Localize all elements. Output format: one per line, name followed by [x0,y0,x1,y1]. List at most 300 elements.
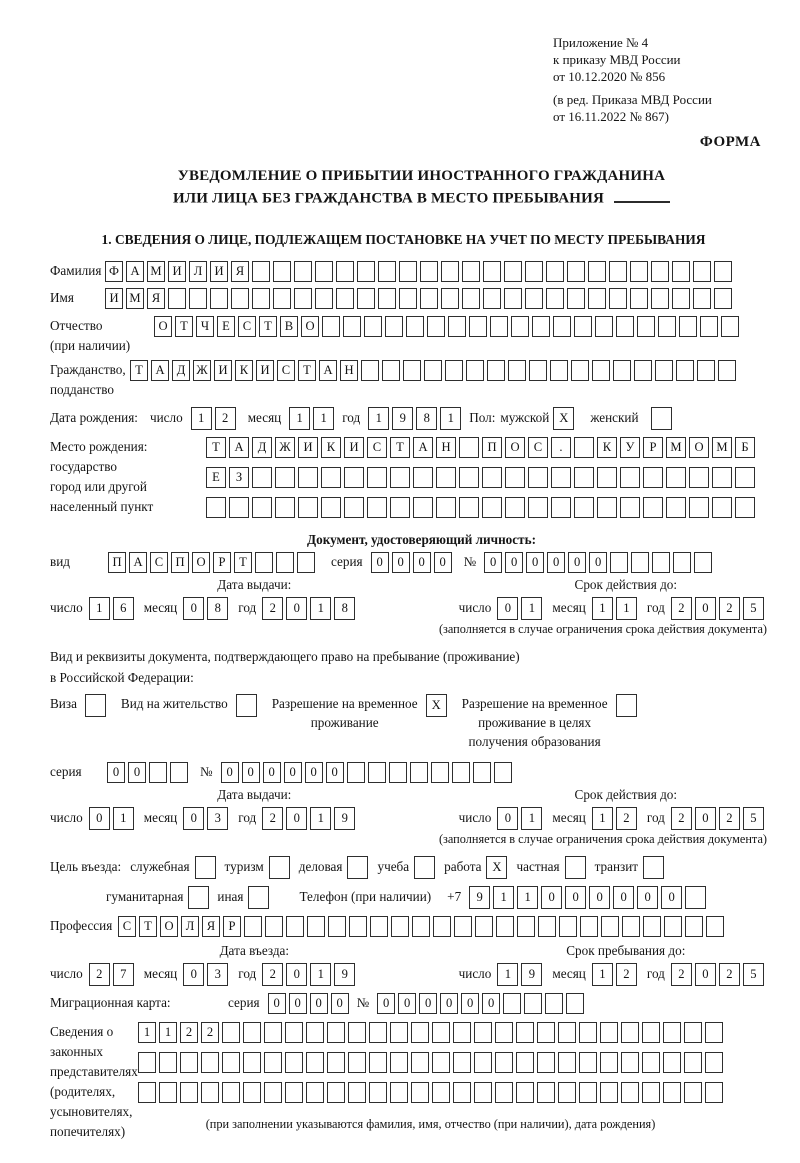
residence-date-titles [50,786,793,803]
option-residence-permit: Вид на жительство [121,694,257,717]
day-label: число [149,410,183,425]
representatives-line3 [138,1082,723,1103]
char-box [85,694,106,717]
mc-number-boxes [377,993,584,1014]
residence-expiry-date [459,807,793,830]
char-box: 1 [313,407,334,430]
expiry-note: (заполняется в случае ограничения срока действия документа) [438,621,767,636]
char-box: 1 [592,597,613,620]
char-box [684,1052,702,1073]
char-box [537,1022,555,1043]
char-box: Т [234,552,252,573]
char-box [516,1082,534,1103]
char-box [357,288,375,309]
char-box [411,1052,429,1073]
char-box: И [210,261,228,282]
purpose-option-work: работа X [444,856,507,879]
char-box [369,1022,387,1043]
char-box: П [171,552,189,573]
char-box [222,1052,240,1073]
char-box: X [426,694,447,717]
char-box [558,1022,576,1043]
char-box [349,916,367,937]
year-label: год [238,600,257,615]
char-box: 0 [286,597,307,620]
char-box: 0 [565,886,586,909]
char-box [378,261,396,282]
expiry-note: (заполняется в случае ограничения срока действия документа) [438,831,767,846]
char-box: 0 [695,963,716,986]
char-box: 0 [286,963,307,986]
other-checkbox [248,886,269,909]
char-box [684,1022,702,1043]
purpose-option-transit: транзит [595,856,664,879]
char-box: 0 [305,762,323,783]
doc-number-boxes [484,552,712,573]
year-label: год [238,810,257,825]
char-box [188,886,209,909]
char-box [201,1052,219,1073]
residence-doc-intro: Вид и реквизиты документа, подтверждающего право на пребывание (проживание) в Российской Федерации: [50,648,520,685]
char-box [511,316,529,337]
char-box: 0 [107,762,125,783]
char-box [420,288,438,309]
char-box: 5 [743,807,764,830]
issue-date-title: Дата выдачи: [217,786,292,802]
char-box: О [505,437,525,458]
phone-label: Телефон (при наличии) [299,889,432,904]
char-box [483,261,501,282]
char-box [620,497,640,518]
char-box [195,856,216,879]
char-box [321,467,341,488]
char-box: И [256,360,274,381]
char-box [700,316,718,337]
purpose-option-humanitarian: гуманитарная [106,886,209,909]
purpose-option-private: частная [516,856,585,879]
birth-date-row [50,407,793,430]
char-box [495,1022,513,1043]
char-box [229,497,249,518]
month-label: месяц [143,600,178,615]
char-box: 2 [215,407,236,430]
char-box: Ч [196,316,214,337]
char-box [445,360,463,381]
char-box: Т [259,316,277,337]
char-box [565,856,586,879]
char-box: 2 [719,963,740,986]
char-box [138,1082,156,1103]
char-box [651,407,672,430]
char-box: 0 [242,762,260,783]
char-box [697,360,715,381]
sex-male-label: мужской [500,410,550,425]
char-box: 0 [613,886,634,909]
char-box [566,993,584,1014]
char-box: К [597,437,617,458]
identity-doc-heading: Документ, удостоверяющий личность: [307,531,536,547]
char-box [609,261,627,282]
char-box [663,1022,681,1043]
char-box [579,1022,597,1043]
day-label: число [458,966,492,981]
char-box [410,762,428,783]
char-box [666,467,686,488]
issue-year-boxes [262,597,355,620]
char-box [473,762,491,783]
char-box [159,1082,177,1103]
char-box [643,856,664,879]
char-box [244,916,262,937]
char-box [138,1052,156,1073]
char-box [524,993,542,1014]
char-box [550,360,568,381]
char-box [406,316,424,337]
title-underline [614,187,670,203]
char-box [712,467,732,488]
char-box [672,288,690,309]
representatives-row [50,1022,793,1142]
char-box: 0 [497,597,518,620]
char-box [306,1082,324,1103]
char-box: X [486,856,507,879]
char-box [694,552,712,573]
char-box: 1 [310,963,331,986]
char-box: 8 [416,407,437,430]
char-box: С [277,360,295,381]
annex-line: Приложение № 4 [553,35,649,50]
char-box [620,467,640,488]
char-box: 2 [616,963,637,986]
char-box [252,467,272,488]
char-box [294,288,312,309]
char-box [595,316,613,337]
char-box: З [229,467,249,488]
char-box: 2 [262,597,283,620]
char-box [517,916,535,937]
doc-number-label: № [463,554,477,569]
doc-kind-label: вид [50,554,70,569]
char-box: 2 [719,597,740,620]
char-box [579,1082,597,1103]
char-box: 3 [207,963,228,986]
char-box: 0 [89,807,110,830]
migration-card-row [50,993,793,1014]
char-box [264,1082,282,1103]
char-box [385,316,403,337]
char-box [705,1022,723,1043]
char-box: И [214,360,232,381]
char-box [600,1082,618,1103]
stay-year-boxes [671,963,764,986]
char-box: Л [181,916,199,937]
entry-month-boxes [183,963,228,986]
surname-boxes [105,261,732,282]
char-box [448,316,466,337]
patronymic-row [50,316,793,356]
expiry-day-boxes [497,807,542,830]
char-box [307,916,325,937]
birth-place-boxes [206,437,755,527]
char-box [567,261,585,282]
doc-series-boxes [371,552,452,573]
char-box: 0 [286,807,307,830]
char-box [546,261,564,282]
series-label: серия [50,764,82,779]
sex-female-label: женский [590,410,639,425]
char-box: Т [175,316,193,337]
char-box [474,1022,492,1043]
char-box: Б [735,437,755,458]
char-box: 2 [719,807,740,830]
char-box [714,261,732,282]
char-box [368,762,386,783]
char-box [466,360,484,381]
month-label: месяц [552,966,586,981]
char-box: И [105,288,123,309]
char-box [529,360,547,381]
char-box [327,1052,345,1073]
char-box: 1 [521,807,542,830]
char-box [616,694,637,717]
issue-day-boxes [89,597,134,620]
char-box: 0 [128,762,146,783]
char-box: Р [643,437,663,458]
char-box [574,467,594,488]
char-box [436,467,456,488]
char-box: 2 [671,597,692,620]
citizenship-row [50,360,793,400]
stay-month-boxes [592,963,637,986]
section1-heading: 1. СВЕДЕНИЯ О ЛИЦЕ, ПОДЛЕЖАЩЕМ ПОСТАНОВКЕ НА УЧЕТ ПО МЕСТУ ПРЕБЫВАНИЯ [101,231,706,247]
char-box [453,1022,471,1043]
citizenship-boxes [130,360,736,381]
char-box: 1 [310,597,331,620]
char-box: А [413,437,433,458]
char-box [714,288,732,309]
official-checkbox [195,856,216,879]
char-box [735,497,755,518]
option-visa: Виза [50,694,106,717]
char-box: 0 [392,552,410,573]
char-box [474,1082,492,1103]
char-box: 2 [262,807,283,830]
char-box [643,916,661,937]
char-box [643,467,663,488]
char-box [705,1082,723,1103]
char-box [721,316,739,337]
char-box [252,497,272,518]
char-box: О [192,552,210,573]
char-box: 0 [568,552,586,573]
char-box [255,552,273,573]
char-box [431,762,449,783]
char-box: У [620,437,640,458]
study-checkbox [414,856,435,879]
month-label: месяц [552,810,586,825]
char-box: 0 [331,993,349,1014]
mc-series-label: серия [228,995,260,1010]
char-box: 0 [326,762,344,783]
char-box: 2 [89,963,110,986]
char-box [496,916,514,937]
char-box [236,694,257,717]
char-box: 0 [263,762,281,783]
char-box [567,288,585,309]
char-box [503,993,521,1014]
birth-place-label: Место рождения: государство город или другой населенный пункт [50,438,154,514]
char-box [672,261,690,282]
char-box [664,916,682,937]
char-box [462,261,480,282]
char-box [553,316,571,337]
char-box: 0 [310,993,328,1014]
char-box [551,497,571,518]
char-box: 0 [505,552,523,573]
char-box [637,316,655,337]
char-box [364,316,382,337]
char-box [222,1022,240,1043]
char-box [525,261,543,282]
representatives-note: (при заполнении указываются фамилия, имя, отчество (при наличии), дата рождения) [205,1116,656,1131]
char-box [327,1022,345,1043]
char-box: 0 [661,886,682,909]
year-label: год [342,410,361,425]
char-box [370,916,388,937]
char-box [631,552,649,573]
char-box: 2 [671,807,692,830]
char-box [482,467,502,488]
year-label: год [646,966,665,981]
entry-year-boxes [262,963,355,986]
char-box [210,288,228,309]
sex-label: Пол: [469,410,496,425]
expiry-year-boxes [671,597,764,620]
char-box [275,497,295,518]
char-box: Т [390,437,410,458]
char-box: 6 [113,597,134,620]
char-box [285,1052,303,1073]
patronymic-label: Отчество (при наличии) [50,317,131,353]
char-box [294,261,312,282]
char-box [559,916,577,937]
char-box [609,288,627,309]
char-box [558,1052,576,1073]
char-box [574,316,592,337]
number-label: № [200,764,213,779]
char-box: 9 [334,807,355,830]
char-box [436,497,456,518]
representatives-line2 [138,1052,723,1073]
char-box: 0 [482,993,500,1014]
mc-number-label: № [356,995,370,1010]
char-box [390,1022,408,1043]
char-box [427,316,445,337]
char-box [487,360,505,381]
title-line-1: УВЕДОМЛЕНИЕ О ПРИБЫТИИ ИНОСТРАННОГО ГРАЖДАНИНА [177,168,666,184]
char-box [390,467,410,488]
char-box [180,1082,198,1103]
char-box [248,886,269,909]
char-box [574,437,594,458]
char-box [285,1022,303,1043]
char-box: 0 [637,886,658,909]
char-box [663,1052,681,1073]
char-box [432,1052,450,1073]
char-box [475,916,493,937]
char-box: 0 [221,762,239,783]
char-box: 0 [695,597,716,620]
char-box: 9 [392,407,413,430]
amend-line: от 16.11.2022 № 867) [553,109,670,124]
entry-day-boxes [89,963,134,986]
char-box [390,1052,408,1073]
char-box: 1 [517,886,538,909]
humanitarian-checkbox [188,886,209,909]
char-box [413,467,433,488]
char-box [348,1082,366,1103]
char-box [348,1052,366,1073]
char-box: X [553,407,574,430]
char-box [706,916,724,937]
birth-place-line3 [206,497,755,518]
char-box [459,467,479,488]
char-box: 1 [493,886,514,909]
char-box [528,497,548,518]
char-box [652,552,670,573]
identity-doc-row [50,552,793,573]
char-box [391,916,409,937]
char-box [382,360,400,381]
char-box [494,762,512,783]
char-box [600,1022,618,1043]
char-box [616,316,634,337]
expiry-day-boxes [497,597,542,620]
char-box [411,1082,429,1103]
char-box: Ж [193,360,211,381]
char-box: Ф [105,261,123,282]
purpose-option-other: иная [217,886,269,909]
char-box: Е [206,467,226,488]
identity-dates [50,597,793,620]
day-label: число [458,600,492,615]
char-box: Т [130,360,148,381]
entry-date [50,963,459,986]
char-box [630,288,648,309]
char-box [306,1052,324,1073]
purpose-row [50,856,793,879]
char-box [243,1082,261,1103]
year-label: год [238,966,257,981]
char-box [610,552,628,573]
char-box: 0 [440,993,458,1014]
birth-place-row [50,437,793,527]
char-box [390,497,410,518]
char-box [322,316,340,337]
char-box: И [298,437,318,458]
doc-kind-boxes [108,552,315,573]
char-box: 0 [461,993,479,1014]
purpose-option-official: служебная [130,856,215,879]
birth-date-label: Дата рождения: [50,410,138,425]
sex-male-checkbox [553,407,574,430]
char-box [399,261,417,282]
given-name-row [50,288,793,309]
char-box: Н [340,360,358,381]
char-box [685,886,706,909]
char-box [369,1052,387,1073]
char-box [264,1022,282,1043]
